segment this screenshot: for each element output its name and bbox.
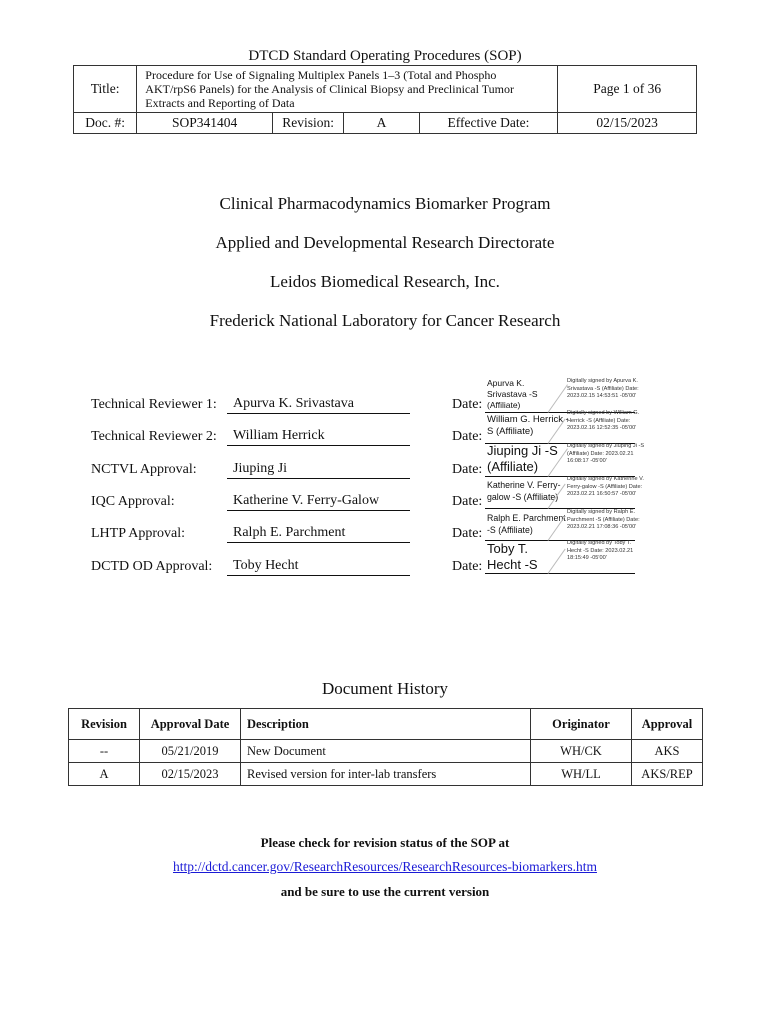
- table-cell: 05/21/2019: [140, 740, 241, 763]
- program-line-2: Applied and Developmental Research Directorate: [215, 233, 555, 252]
- table-row: [69, 763, 703, 786]
- program-line-3: Leidos Biomedical Research, Inc.: [270, 272, 500, 291]
- date-label: Date:: [452, 429, 483, 444]
- approval-name: Apurva K. Srivastava: [227, 396, 410, 414]
- signature-detail: Digitally signed by Jiuping Ji -S (Affiliate) Date: 2023.02.21 16:08:17 -05'00': [567, 443, 645, 464]
- page-number: Page 1 of 36: [558, 66, 697, 113]
- column-header: Description: [241, 709, 531, 740]
- link-container: [0, 859, 770, 875]
- doc-number-label: Doc. #:: [74, 113, 137, 134]
- table-header-row: [69, 709, 703, 740]
- approval-name: Toby Hecht: [227, 558, 410, 576]
- table-cell: New Document: [241, 740, 531, 763]
- table-cell: WH/LL: [531, 763, 632, 786]
- signature-name: Apurva K. Srivastava -S (Affiliate): [487, 378, 538, 410]
- approval-role: Technical Reviewer 1:: [91, 397, 217, 412]
- signature-name: Katherine V. Ferry-galow -S (Affiliate): [487, 480, 561, 502]
- effective-date: 02/15/2023: [558, 113, 697, 134]
- signature-mark: [548, 549, 566, 574]
- sop-header-table: [73, 65, 697, 134]
- approval-name: Katherine V. Ferry-Galow: [227, 493, 410, 511]
- signature-detail: Digitally signed by William G. Herrick -S (Affiliate) Date: 2023.02.16 12:52:35 -05'00': [567, 410, 640, 431]
- column-header: Originator: [531, 709, 632, 740]
- table-cell: WH/CK: [531, 740, 632, 763]
- approval-role: DCTD OD Approval:: [91, 559, 213, 574]
- table-cell: 02/15/2023: [140, 763, 241, 786]
- date-label: Date:: [452, 559, 483, 574]
- approval-role: LHTP Approval:: [91, 526, 185, 541]
- signature-detail: Digitally signed by Katherine V. Ferry-galow -S (Affiliate) Date: 2023.02.21 16:50:57 -05'00': [567, 476, 644, 497]
- signature-detail: Digitally signed by Toby T. Hecht -S Date: 2023.02.21 18:15:49 -05'00': [567, 540, 634, 561]
- signature-name: Jiuping Ji -S (Affiliate): [487, 443, 558, 474]
- signature-detail: Digitally signed by Ralph E. Parchment -S (Affiliate) Date: 2023.02.21 17:08:36 -05'00': [567, 509, 640, 530]
- approval-role: Technical Reviewer 2:: [91, 429, 217, 444]
- approval-name: Jiuping Ji: [227, 461, 410, 479]
- revision-value: A: [344, 113, 419, 134]
- biomarkers-link[interactable]: http://dctd.cancer.gov/ResearchResources/ResearchResources-biomarkers.htm: [173, 859, 597, 874]
- table-cell: --: [69, 740, 140, 763]
- program-line-1: Clinical Pharmacodynamics Biomarker Program: [219, 194, 551, 213]
- date-label: Date:: [452, 494, 483, 509]
- document-history-table: [68, 708, 703, 786]
- document-history-title: Document History: [321, 679, 449, 698]
- signature-detail: Digitally signed by Apurva K. Srivastava -S (Affiliate) Date: 2023.02.15 14:53:51 -05'00': [567, 378, 639, 399]
- date-label: Date:: [452, 397, 483, 412]
- revision-label: Revision:: [272, 113, 343, 134]
- column-header: Approval: [632, 709, 703, 740]
- approval-name: William Herrick: [227, 428, 410, 446]
- table-cell: A: [69, 763, 140, 786]
- procedure-title: Procedure for Use of Signaling Multiplex Panels 1–3 (Total and Phospho AKT/rpS6 Panels) for the Analysis of Clinical Biopsy and Preclinical Tumor Extracts and Reporting of Data: [137, 66, 558, 113]
- column-header: Approval Date: [140, 709, 241, 740]
- approval-role: NCTVL Approval:: [91, 462, 197, 477]
- title-label: Title:: [74, 66, 137, 113]
- table-row: [69, 740, 703, 763]
- table-cell: AKS: [632, 740, 703, 763]
- doc-number: SOP341404: [137, 113, 273, 134]
- signature-line: [485, 573, 635, 574]
- column-header: Revision: [69, 709, 140, 740]
- approval-name: Ralph E. Parchment: [227, 525, 410, 543]
- signature-name: William G. Herrick -S (Affiliate): [487, 414, 569, 437]
- revision-check-text: Please check for revision status of the SOP at: [260, 835, 510, 850]
- table-cell: AKS/REP: [632, 763, 703, 786]
- approval-role: IQC Approval:: [91, 494, 175, 509]
- date-label: Date:: [452, 526, 483, 541]
- signature-name: Ralph E. Parchment -S (Affiliate): [487, 513, 566, 535]
- signature-name: Toby T. Hecht -S: [487, 541, 538, 572]
- table-cell: Revised version for inter-lab transfers: [241, 763, 531, 786]
- sop-header-title: DTCD Standard Operating Procedures (SOP): [248, 48, 522, 64]
- program-line-4: Frederick National Laboratory for Cancer Research: [209, 311, 561, 330]
- date-label: Date:: [452, 462, 483, 477]
- effective-date-label: Effective Date:: [419, 113, 558, 134]
- current-version-text: and be sure to use the current version: [280, 884, 490, 899]
